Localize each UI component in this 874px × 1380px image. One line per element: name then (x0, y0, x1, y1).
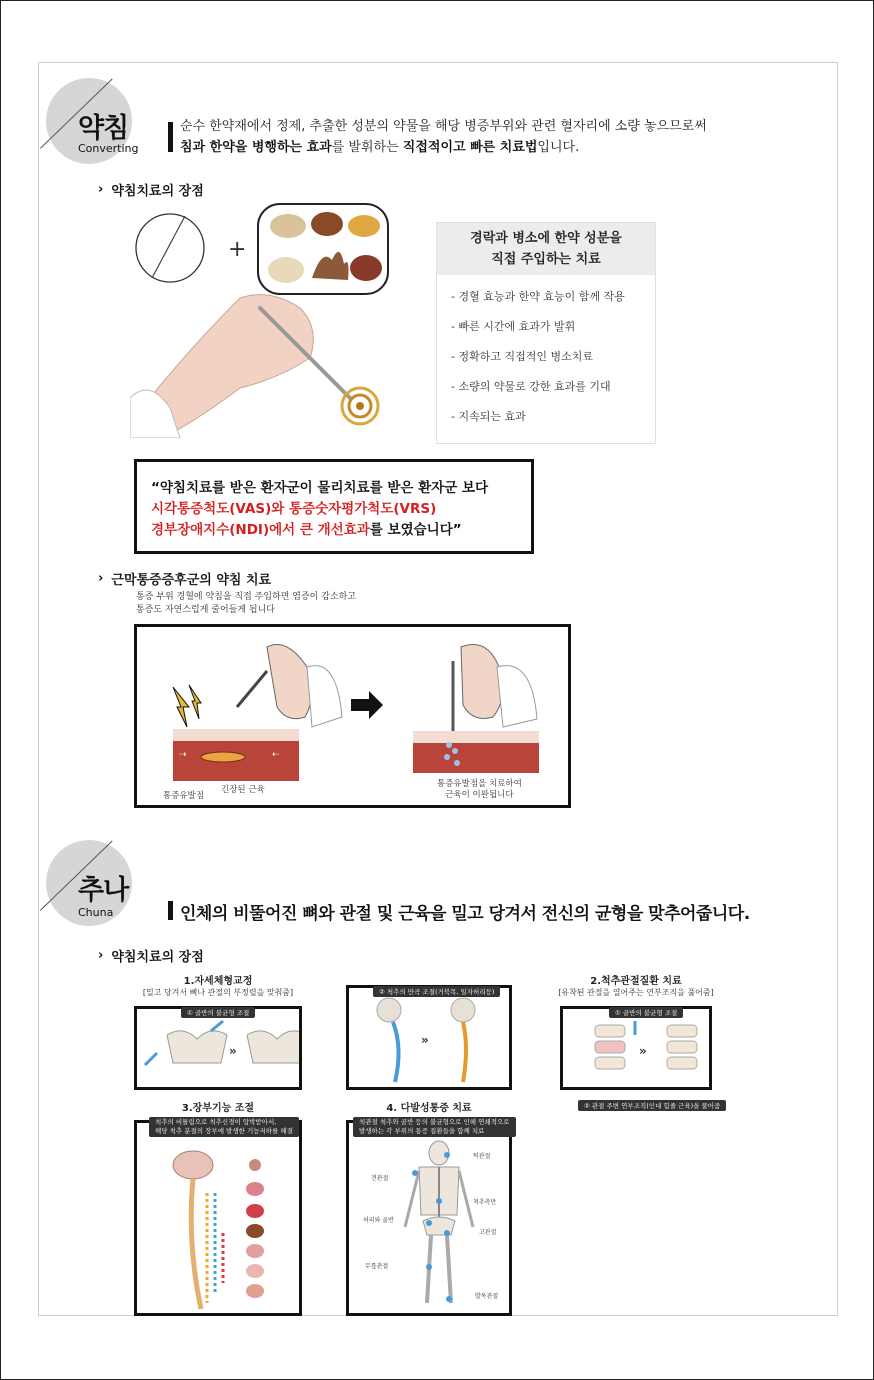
quote-line-3-end: 를 보였습니다” (369, 522, 462, 538)
label-trigger-point: 통증유발점 (163, 791, 205, 801)
quote-line-1: “약침치료를 받은 환자군이 물리치료를 받은 환자군 보다 (151, 480, 489, 496)
needle-herb-illustration (130, 198, 400, 438)
skeleton-label: 발목관절 (475, 1293, 499, 1300)
chevron-right-icon: › (98, 948, 104, 963)
vertebra-drawing (563, 1009, 709, 1087)
quote-line-3-red: 경부장애지수(NDI)에서 큰 개선효과 (151, 522, 370, 538)
arm-bone (459, 1171, 473, 1227)
pain-point (426, 1220, 432, 1226)
vertebra-icon (595, 1041, 625, 1053)
yakchim-title: 약침 (78, 113, 129, 144)
card-pill-line-1: 척추의 비틀림으로 척추신경이 압박받아서, (155, 1118, 277, 1126)
double-chevron-icon: » (421, 1033, 429, 1047)
card-pill (353, 1117, 516, 1137)
chuna-title: 추나 (78, 875, 129, 906)
double-chevron-icon: » (229, 1044, 237, 1058)
pain-point (436, 1198, 442, 1204)
benefit-item: - 지속되는 효과 (451, 410, 526, 423)
medicine-drop (454, 760, 460, 766)
benefit-item: - 소량의 약물로 강한 효과를 기대 (451, 380, 611, 393)
pain-point (426, 1264, 432, 1270)
pelvis-icon (423, 1217, 455, 1235)
benefit-item: - 정확하고 직접적인 병소치료 (451, 350, 593, 363)
medicine-drop (444, 754, 450, 760)
leg-bone (447, 1235, 451, 1303)
quote-line-2: 시각통증척도(VAS)와 통증숫자평가척도(VRS) (151, 501, 437, 517)
skeleton-label: 무릎관절 (365, 1263, 389, 1270)
advantages-heading-text: 약침치료의 장점 (111, 184, 204, 199)
sleeve-image (307, 666, 342, 727)
benefit-box (436, 222, 656, 444)
label-tense-muscle: 긴장된 근육 (221, 785, 265, 795)
card-title-pain: 4. 다발성통증 치료 (386, 1103, 472, 1114)
needle-circle (136, 214, 204, 282)
skeleton-label: 허리와 골반 (363, 1217, 394, 1224)
card-title-organ: 3.장부기능 조절 (181, 1103, 255, 1114)
vertebra-icon (595, 1025, 625, 1037)
arrow-icon (145, 1053, 157, 1065)
intro-bar (168, 122, 173, 152)
herb-icon-6 (350, 255, 382, 281)
intro-bold-1: 침과 한약을 병행하는 효과 (180, 140, 332, 155)
advantages-heading (98, 180, 204, 199)
double-chevron-icon: » (639, 1044, 647, 1058)
benefit-title-line-2: 직접 주입하는 치료 (491, 252, 601, 267)
myofascial-illustration (134, 624, 571, 808)
spine-drawing (349, 988, 509, 1087)
benefit-item: - 경혈 효능과 한약 효능이 함께 작용 (451, 290, 625, 303)
card-title-joint: 2.척추관절질환 치료 (590, 976, 682, 987)
target-dot (356, 402, 364, 410)
nervous-system-drawing (137, 1123, 299, 1313)
card-pain-image (346, 1120, 512, 1316)
lightning-icon (173, 687, 189, 727)
card-organ-image (134, 1120, 302, 1316)
myofascial-heading (98, 569, 271, 588)
card-pill: ② 척추의 만곡 조절(거북목, 일자허리등) (373, 986, 500, 997)
organ-icon (246, 1284, 264, 1298)
arm-bone (405, 1171, 419, 1227)
chuna-headline: 인체의 비뚤어진 뼈와 관절 및 근육을 밀고 당겨서 전신의 균형을 맞추어줍니다. (180, 904, 750, 924)
chuna-bar (168, 901, 173, 920)
chevron-right-icon: › (98, 182, 104, 197)
herb-icon-4 (268, 257, 304, 283)
skin-layer (413, 731, 539, 743)
organ-icon (246, 1264, 264, 1278)
medicine-drop (446, 742, 452, 748)
syringe-icon (237, 671, 267, 707)
hand-image (461, 645, 503, 719)
pelvis-icon (167, 1031, 227, 1063)
yakchim-intro (180, 116, 820, 158)
intro-mid: 를 발휘하는 (331, 140, 403, 155)
skin-layer (173, 729, 299, 741)
chevron-right-icon: › (98, 571, 104, 586)
intro-line-1: 순수 한약재에서 정제, 추출한 성분의 약물을 해당 병증부위와 관련 혈자리에 소량 놓으므로써 (180, 119, 707, 134)
card-pill: ② 관절 주변 연부조직(인대 힘줄 근육)을 풀어줌 (578, 1100, 726, 1111)
label-result-line-2: 근육이 이완됩니다 (445, 790, 514, 800)
card-posture-image (134, 1006, 302, 1090)
card-title-posture: 1.자세체형교정 (183, 976, 253, 987)
spinal-cord-icon (191, 1179, 201, 1309)
benefit-title-line-1: 경락과 병소에 한약 성분을 (470, 231, 622, 246)
chuna-advantages-heading-text: 약침치료의 장점 (111, 950, 204, 965)
card-pill-line-2: 해당 척추 분절의 장부에 발생한 기능저하를 해결 (155, 1127, 293, 1135)
vertebra-icon (595, 1057, 625, 1069)
intro-line-2 (180, 137, 820, 158)
brain-icon (173, 1151, 213, 1179)
chuna-advantages-heading (98, 946, 204, 965)
vertebra-icon (667, 1041, 697, 1053)
lightning-icon (189, 685, 201, 719)
label-result-line-1: 통증유발점을 치료하여 (437, 779, 522, 789)
card-pill-line-1: 척관절 척추와 골반 등의 불균형으로 인해 연쇄적으로 (359, 1118, 510, 1126)
arrow-icon: ⇢ (179, 750, 187, 760)
spine-icon (463, 1022, 466, 1082)
herb-icon-1 (270, 214, 306, 238)
hand-image (267, 645, 312, 719)
arrow-icon (211, 1021, 223, 1031)
skull-icon (377, 998, 401, 1022)
card-sub-joint: [유착된 관절을 열어주는 연부조직을 풀어줌] (558, 988, 714, 997)
muscle-layer (413, 743, 539, 773)
intro-bold-2: 직접적이고 빠른 치료법 (402, 140, 538, 155)
myofascial-note-line-1: 통증 부위 경혈에 약침을 직접 주입하면 염증이 감소하고 (136, 592, 356, 602)
chuna-subtitle: Chuna (78, 906, 114, 919)
organ-icon (246, 1182, 264, 1196)
card-pill-line-2: 발생하는 각 부위의 통증 질환들을 함께 치료 (359, 1127, 485, 1135)
skull-icon (451, 998, 475, 1022)
organ-icon (249, 1159, 261, 1171)
arrow-icon: ⇠ (272, 750, 280, 760)
benefit-box-title (437, 223, 655, 275)
myofascial-note-line-2: 통증도 자연스럽게 줄어들게 됩니다 (136, 605, 275, 615)
skeleton-label: 견관절 (371, 1175, 389, 1182)
skeleton-label: 척추측만 (473, 1199, 497, 1206)
vertebra-icon (667, 1057, 697, 1069)
sleeve-image (497, 666, 537, 727)
pain-point (412, 1170, 418, 1176)
vertebra-icon (667, 1025, 697, 1037)
medicine-drop (452, 748, 458, 754)
trigger-point (201, 752, 245, 762)
spine-icon (393, 1022, 399, 1082)
skeleton-label: 고관절 (479, 1229, 497, 1236)
pain-point (444, 1230, 450, 1236)
card-pill: ① 골반의 불균형 조절 (181, 1007, 255, 1018)
quote-line-3 (151, 520, 531, 541)
card-joint-image (560, 1006, 712, 1090)
organ-icon (246, 1224, 264, 1238)
organ-icon (246, 1244, 264, 1258)
card-spine-image (346, 985, 512, 1090)
benefit-list (437, 275, 655, 439)
organ-icon (246, 1204, 264, 1218)
plus-sign: + (228, 237, 247, 262)
intro-end: 입니다. (537, 140, 580, 155)
label-result (437, 779, 522, 801)
myofascial-note (136, 591, 356, 617)
study-quote (134, 459, 534, 554)
pelvis-drawing (137, 1009, 299, 1087)
card-sub-posture: [밀고 당겨서 뼈나 관절의 부정렬을 맞춰줌] (142, 988, 294, 997)
arrow-right-icon (351, 691, 383, 719)
benefit-item: - 빠른 시간에 효과가 발휘 (451, 320, 576, 333)
yakchim-subtitle: Converting (78, 142, 139, 155)
myofascial-heading-text: 근막통증증후군의 약침 치료 (111, 573, 272, 588)
skeleton-label: 턱관절 (473, 1153, 491, 1160)
card-pill: ① 골반의 불균형 조절 (609, 1007, 683, 1018)
hand-image (150, 295, 313, 434)
herb-icon-2 (311, 212, 343, 236)
herb-icon-3 (348, 215, 380, 237)
pain-point (446, 1296, 452, 1302)
pain-point (444, 1152, 450, 1158)
pelvis-icon (247, 1031, 299, 1063)
card-pill (149, 1117, 299, 1137)
